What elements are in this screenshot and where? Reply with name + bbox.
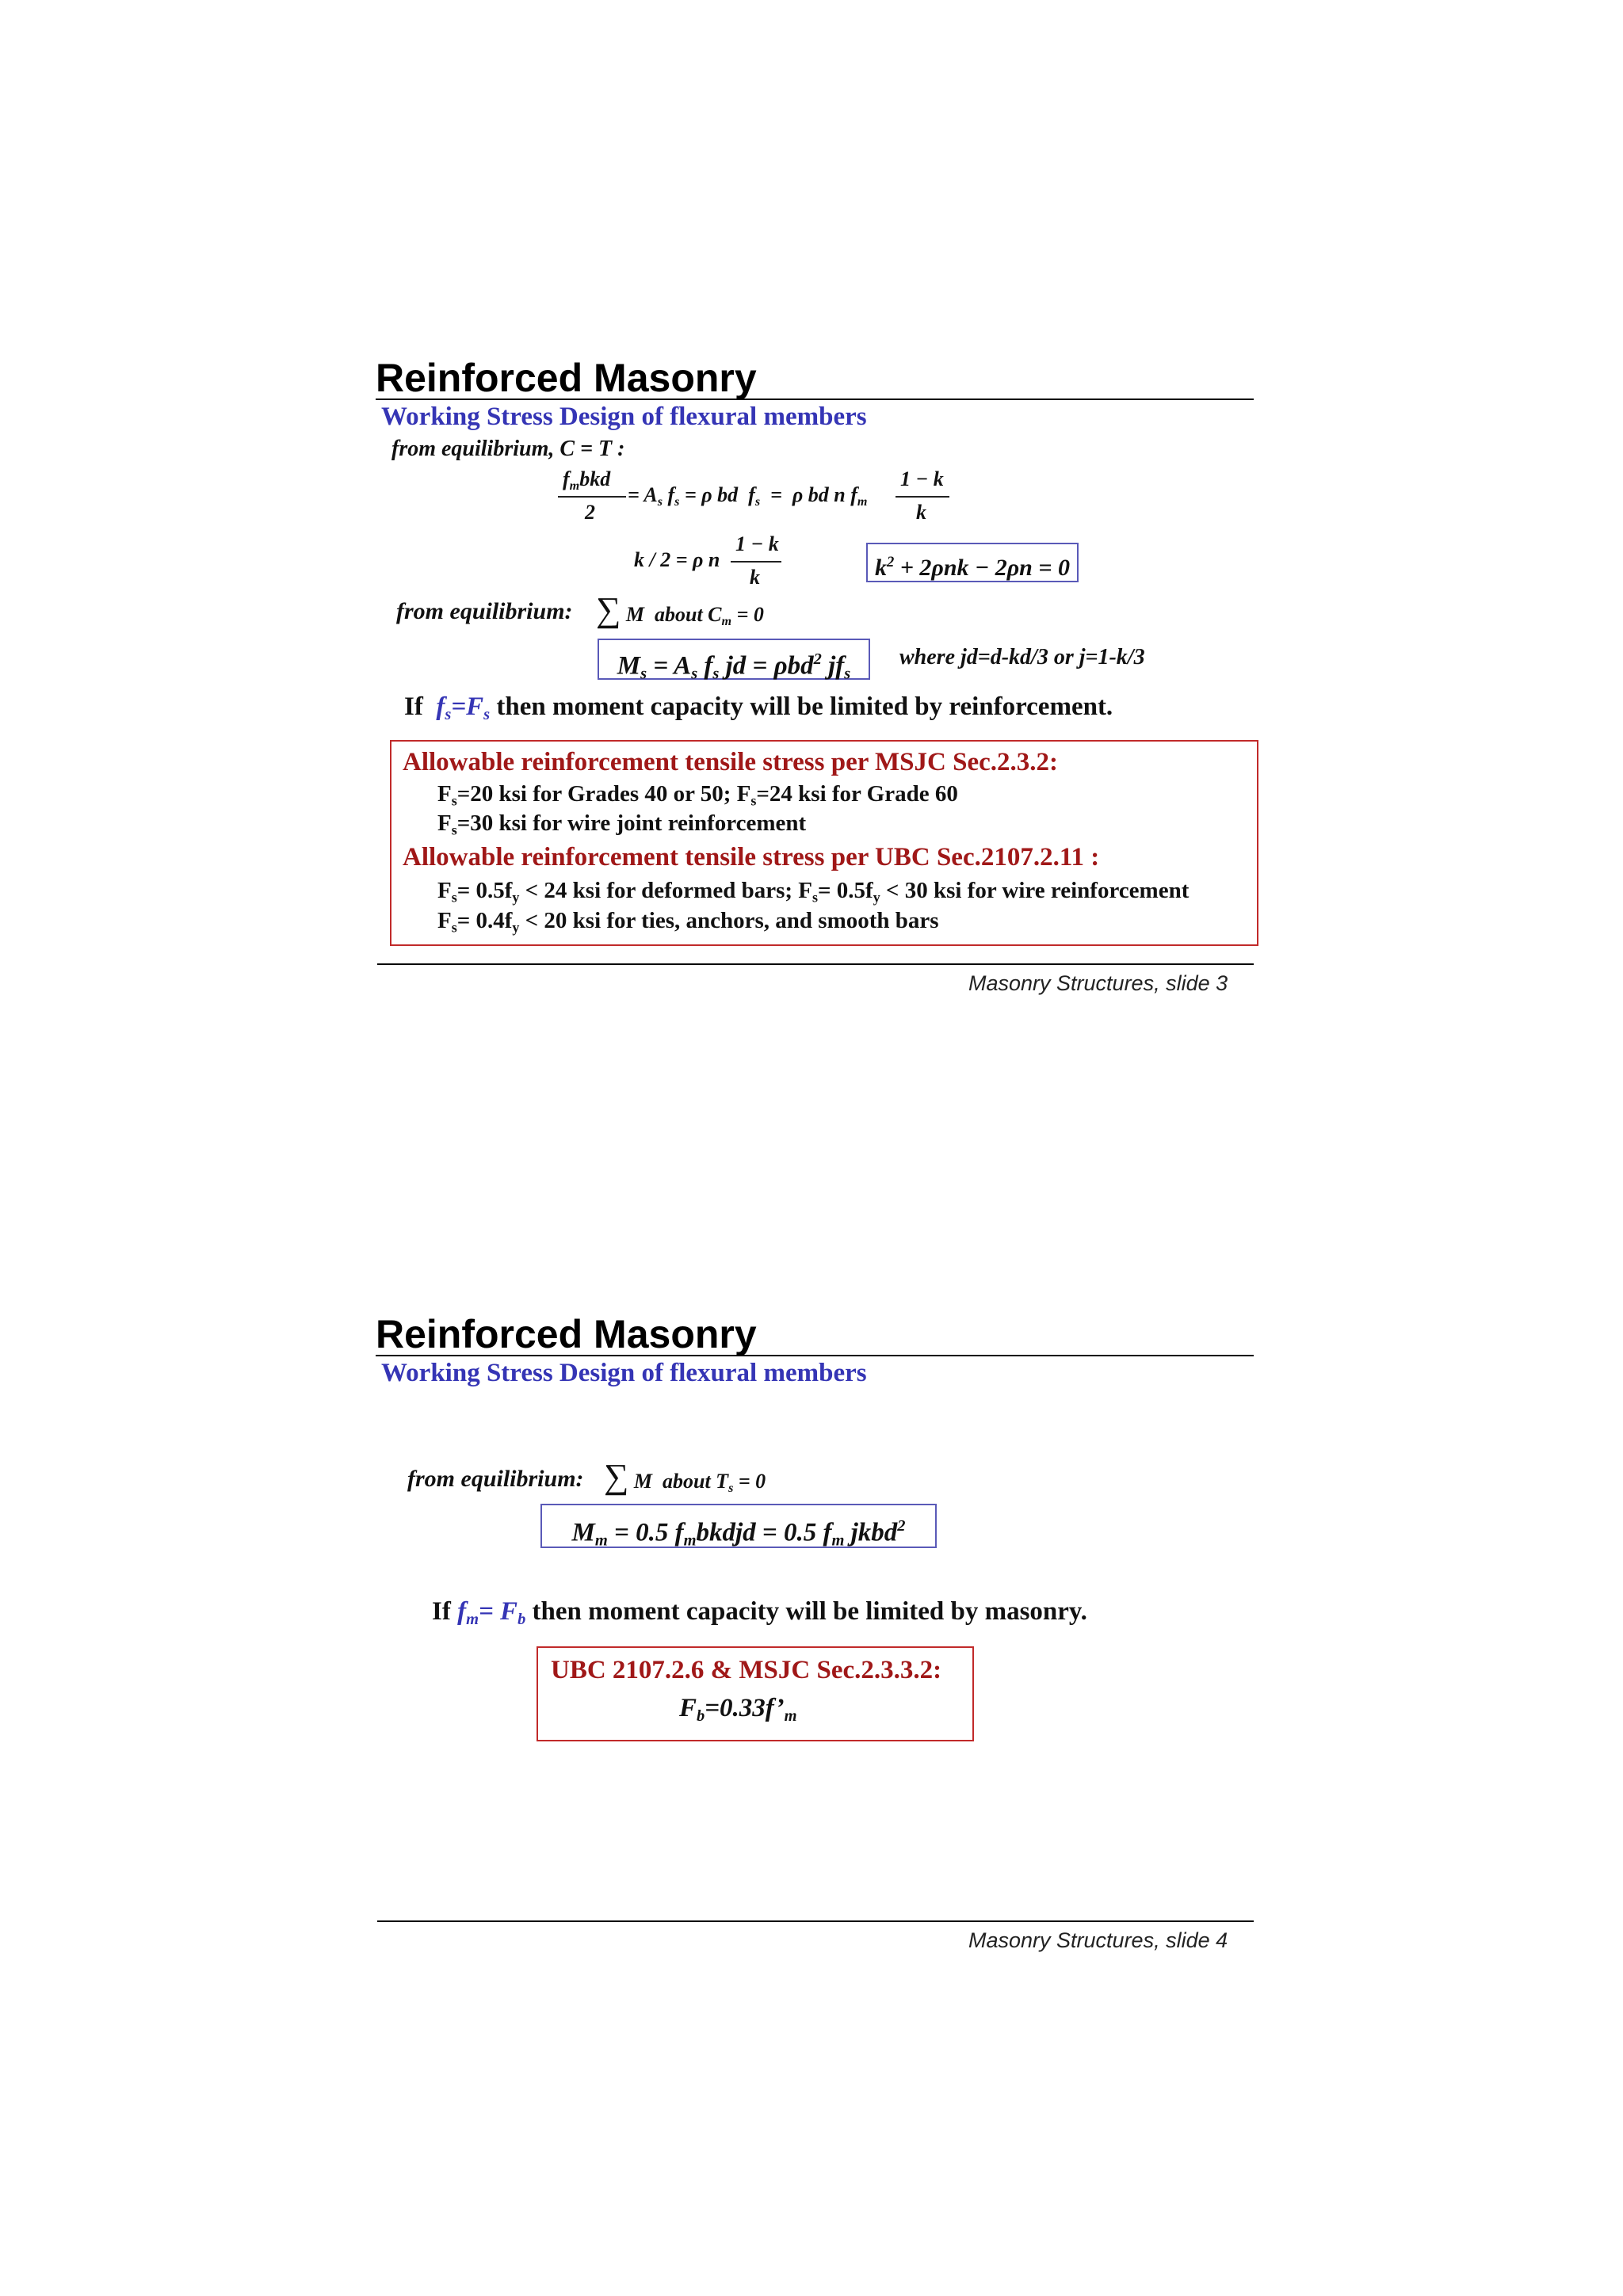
slide4-moment-label: from equilibrium:: [407, 1466, 584, 1492]
sum-icon: ∑: [596, 590, 621, 629]
msjc-title: Allowable reinforcement tensile stress per MSJC Sec.2.3.2:: [403, 748, 1058, 776]
slide4-if-line: [432, 1597, 1087, 1629]
eq2-left: k / 2 = ρ n: [634, 548, 720, 571]
eq2-den: k: [750, 566, 760, 589]
slide3-footer: Masonry Structures, slide 3: [968, 971, 1228, 995]
slide4-title-rule: [376, 1355, 1254, 1356]
slide4-mm-boxed: $M_m = 0.5$ $f_mbkdjd = 0.5$ $f_m$ jkbd$^2$: [540, 1504, 937, 1548]
slide4-moment-sum: ∑ M about $T_s = 0$: [604, 1457, 766, 1496]
sum-icon: ∑: [604, 1457, 629, 1496]
slide3-where: where jd=d-kd/3 or j=1-k/3: [899, 645, 1145, 669]
ubc-line2: $F_s= 0.4f_y < 20$ ksi for ties, anchors, and smooth bars: [437, 908, 939, 936]
slide4-box-formula: $F_b=0.33f’_m$: [679, 1694, 797, 1726]
msjc-line2: $F_s=30$ ksi for wire joint reinforcement: [437, 810, 807, 838]
if-cond: $f_s=F_s$: [436, 692, 491, 724]
slide3-subtitle: Working Stress Design of flexural members: [381, 402, 867, 431]
slide3-footer-rule: [377, 963, 1254, 965]
slide3-allowable-stress-box: [390, 740, 1258, 946]
slide3-eq3-boxed: $k^2 + 2\rho nk - 2\rho n = 0$: [866, 543, 1079, 582]
if-pre: If: [432, 1597, 451, 1626]
if-pre: If: [404, 692, 423, 721]
slide4-title: Reinforced Masonry: [376, 1312, 757, 1356]
eq1-right-den: k: [916, 501, 926, 524]
slide4-allowable-stress-box: [537, 1646, 974, 1741]
slide4-footer: Masonry Structures, slide 4: [968, 1928, 1228, 1952]
eq1-right-num: 1 − k: [900, 467, 944, 490]
slide4-footer-rule: [377, 1920, 1254, 1922]
slide3-eq1: [555, 467, 967, 531]
ubc-line1: $F_s= 0.5f_y < 24$ ksi for deformed bars; $F_s= 0.5f_y < 30$ ksi for wire reinforcement: [437, 878, 1190, 906]
eq1-middle: = $A_s$ $f_s = \rho$ bd $f_s = \rho$ bd n $f_m$: [628, 483, 868, 509]
if-post: then moment capacity will be limited by reinforcement.: [496, 692, 1113, 721]
eq1-left-fracline: [558, 496, 626, 498]
msjc-line1: $F_s=20$ ksi for Grades 40 or 50; $F_s=24$ ksi for Grade 60: [437, 781, 958, 809]
slide3-eq2: [634, 532, 792, 596]
ubc-title: Allowable reinforcement tensile stress per UBC Sec.2107.2.11 :: [403, 843, 1100, 871]
eq1-right-fracline: [896, 496, 949, 498]
slide3-if-line: [404, 692, 1113, 724]
slide3-title-rule: [376, 399, 1254, 400]
eq1-left-den: 2: [585, 501, 595, 524]
slide3-moment-label: from equilibrium:: [396, 598, 573, 624]
slide3-moment-sum: ∑ M about $C_m = 0$: [596, 590, 764, 629]
slide4-box-title: UBC 2107.2.6 & MSJC Sec.2.3.3.2:: [551, 1656, 942, 1684]
slide3-ms-boxed: $M_s = A_s$ $f_s$ jd = ρbd$^2$ $jf_s$: [598, 639, 870, 680]
if-post: then moment capacity will be limited by masonry.: [532, 1597, 1087, 1626]
eq2-fracline: [731, 561, 781, 563]
if-cond: $f_m= F_b$: [457, 1597, 526, 1629]
slide4-subtitle: Working Stress Design of flexural members: [381, 1359, 867, 1387]
slide3-intro: from equilibrium, C = T :: [391, 437, 625, 461]
eq1-left-num: $f_mbkd$: [563, 467, 611, 493]
eq2-num: 1 − k: [735, 532, 779, 555]
slide3-title: Reinforced Masonry: [376, 356, 757, 400]
